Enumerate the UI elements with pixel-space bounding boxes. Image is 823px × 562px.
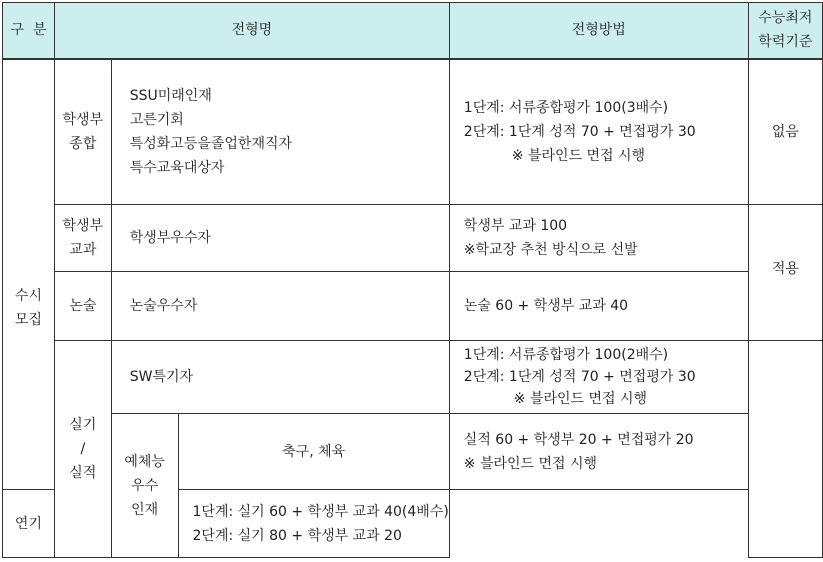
header-method: 전형방법 bbox=[449, 3, 748, 59]
practical-label-line1: 실기 bbox=[69, 417, 97, 433]
essay-method: 논술 60 + 학생부 교과 40 bbox=[449, 272, 748, 341]
arts-label-line3: 인재 bbox=[131, 501, 159, 518]
practical-label bbox=[54, 341, 111, 558]
comprehensive-names bbox=[111, 59, 449, 205]
method-line: 2단계: 실기 80 + 학생부 교과 20 bbox=[192, 527, 402, 544]
practical-label-line2: / bbox=[80, 441, 86, 457]
comprehensive-csat: 없음 bbox=[748, 59, 822, 205]
header-csat bbox=[748, 3, 822, 59]
subject-name: 학생부우수자 bbox=[111, 205, 449, 272]
subject-label bbox=[54, 205, 111, 272]
name-item: 특수교육대상자 bbox=[129, 159, 225, 176]
method-note: ※ 블라인드 면접 시행 bbox=[513, 391, 648, 407]
essay-label: 논술 bbox=[54, 272, 111, 341]
name-item: 특성화고등을졸업한재직자 bbox=[129, 135, 293, 152]
admission-table bbox=[2, 2, 823, 558]
essay-name: 논술우수자 bbox=[111, 272, 449, 341]
subject-method bbox=[449, 205, 748, 272]
method-line: 학생부 교과 100 bbox=[463, 218, 568, 234]
method-line: 1단계: 서류종합평가 100(2배수) bbox=[463, 347, 669, 363]
header-category: 구 분 bbox=[3, 3, 55, 59]
header-row bbox=[3, 3, 823, 59]
sports-name: 축구, 체육 bbox=[178, 414, 449, 490]
method-line: 2단계: 1단계 성적 70 + 면접평가 30 bbox=[463, 369, 696, 385]
sports-row bbox=[3, 414, 823, 490]
comprehensive-label-line1: 학생부 bbox=[62, 111, 104, 128]
method-note: ※ 블라인드 면접 시행 bbox=[463, 455, 598, 472]
sports-method bbox=[449, 414, 748, 490]
method-note: ※ 블라인드 면접 시행 bbox=[511, 147, 646, 164]
acting-method bbox=[178, 490, 449, 558]
method-line: 실적 60 + 학생부 20 + 면접평가 20 bbox=[463, 431, 694, 448]
sw-row bbox=[3, 341, 823, 414]
header-csat-line2: 학력기준 bbox=[758, 34, 813, 51]
practical-csat-empty bbox=[748, 341, 822, 558]
comprehensive-method bbox=[449, 59, 748, 205]
comprehensive-row bbox=[3, 59, 823, 205]
method-line: 1단계: 실기 60 + 학생부 교과 40(4배수) bbox=[192, 503, 449, 520]
subject-label-line2: 교과 bbox=[69, 242, 97, 258]
method-line: 2단계: 1단계 성적 70 + 면접평가 30 bbox=[463, 123, 696, 140]
essay-row bbox=[3, 272, 823, 341]
category-label-line2: 모집 bbox=[14, 311, 42, 328]
name-item: 고른기회 bbox=[129, 111, 184, 128]
header-name: 전형명 bbox=[54, 3, 449, 59]
arts-label-line2: 우수 bbox=[131, 477, 159, 494]
method-note: ※학교장 추천 방식으로 선발 bbox=[463, 242, 638, 258]
subject-label-line1: 학생부 bbox=[62, 218, 104, 234]
practical-label-line3: 실적 bbox=[69, 465, 97, 481]
comprehensive-label bbox=[54, 59, 111, 205]
name-item: SSU미래인재 bbox=[129, 87, 212, 104]
subject-row bbox=[3, 205, 823, 272]
acting-name: 연기 bbox=[3, 490, 55, 558]
category-cell bbox=[3, 59, 55, 490]
sw-name: SW특기자 bbox=[111, 341, 449, 414]
arts-label-line1: 예체능 bbox=[124, 453, 165, 470]
comprehensive-label-line2: 종합 bbox=[69, 135, 97, 152]
sw-method bbox=[449, 341, 748, 414]
arts-label bbox=[111, 414, 178, 558]
applied-csat: 적용 bbox=[748, 205, 822, 341]
category-label-line1: 수시 bbox=[14, 287, 42, 304]
method-line: 1단계: 서류종합평가 100(3배수) bbox=[463, 99, 669, 116]
header-csat-line1: 수능최저 bbox=[758, 10, 813, 27]
